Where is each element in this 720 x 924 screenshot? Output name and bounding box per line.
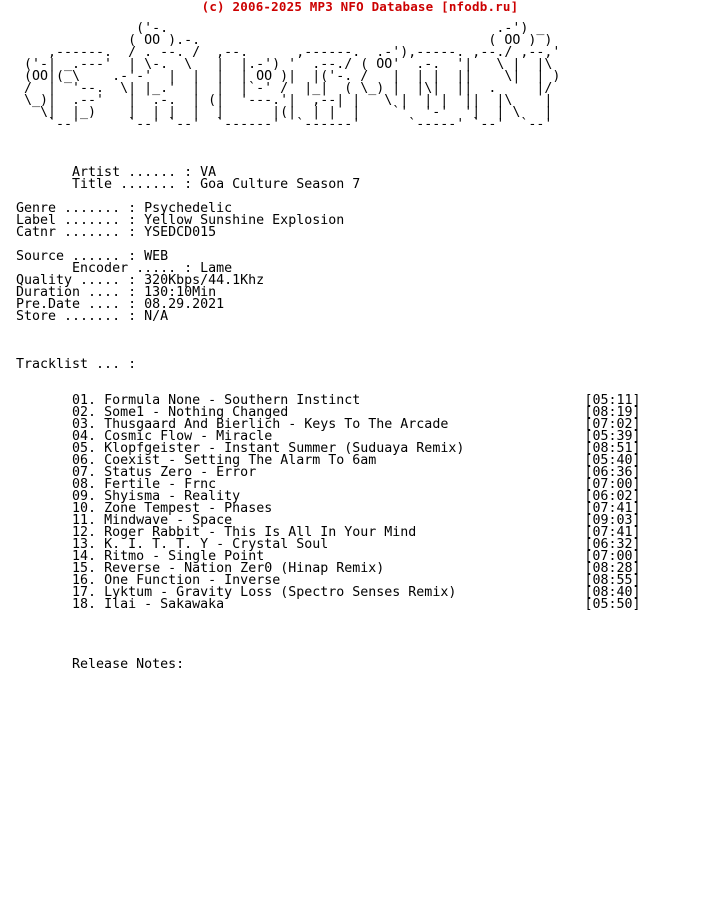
track-title: Status Zero - Error bbox=[104, 465, 257, 480]
genre-label: Genre ....... : bbox=[16, 201, 145, 216]
logo-line: / | '--. \| |_.' | | |`-' / |_| ( \_) | |\| || . |/ bbox=[16, 81, 553, 96]
logo-line: (OO|(_\ .-'-' | | | | OO )| |('-. / | | | || \| | ) bbox=[16, 69, 561, 84]
track-title: K. I. T. T. Y - Crystal Soul bbox=[104, 537, 329, 552]
track-duration: [05:50] bbox=[584, 597, 641, 612]
track-title: Cosmic Flow - Miracle bbox=[104, 429, 273, 444]
track-number: 02. bbox=[72, 405, 97, 420]
track-number: 14. bbox=[72, 549, 97, 564]
track-title: One Function - Inverse bbox=[104, 573, 281, 588]
encoder-label: Encoder ..... : bbox=[16, 261, 201, 276]
track-number: 06. bbox=[72, 453, 97, 468]
track-number: 12. bbox=[72, 525, 97, 540]
artist-value: VA bbox=[200, 165, 217, 180]
store-value: N/A bbox=[144, 309, 169, 324]
track-duration: [07:00] bbox=[584, 549, 641, 564]
quality-value: 320Kbps/44.1Khz bbox=[144, 273, 265, 288]
track-number: 13. bbox=[72, 537, 97, 552]
title-label: Title ....... : bbox=[16, 177, 201, 192]
genre-value: Psychedelic bbox=[144, 201, 233, 216]
track-title: Klopfgeister - Instant Summer (Suduaya Remix) bbox=[104, 441, 465, 456]
release-notes-heading: Release Notes: bbox=[16, 657, 185, 672]
label-value: Yellow Sunshine Explosion bbox=[144, 213, 345, 228]
store-row bbox=[16, 311, 360, 323]
artist-label: Artist ...... : bbox=[16, 165, 201, 180]
track-title: Reverse - Nation Zer0 (Hinap Remix) bbox=[104, 561, 385, 576]
track-title: Thusgaard And Bierlich - Keys To The Arcade bbox=[104, 417, 449, 432]
logo-line: `--' `--' `--' `------' `------' `-----' `--' `--' bbox=[16, 117, 553, 132]
track-duration: [05:39] bbox=[584, 429, 641, 444]
duration-label: Duration .... : bbox=[16, 285, 145, 300]
track-number: 03. bbox=[72, 417, 97, 432]
encoder-value: Lame bbox=[200, 261, 233, 276]
track-number: 08. bbox=[72, 477, 97, 492]
track-number: 01. bbox=[72, 393, 97, 408]
title-value: Goa Culture Season 7 bbox=[200, 177, 361, 192]
track-duration: [06:02] bbox=[584, 489, 641, 504]
predate-value: 08.29.2021 bbox=[144, 297, 225, 312]
duration-value: 130:10Min bbox=[144, 285, 217, 300]
track-row bbox=[16, 599, 640, 611]
track-duration: [07:00] bbox=[584, 477, 641, 492]
track-duration: [08:55] bbox=[584, 573, 641, 588]
track-number: 05. bbox=[72, 441, 97, 456]
track-duration: [08:40] bbox=[584, 585, 641, 600]
track-title: Roger Rabbit - This Is All In Your Mind bbox=[104, 525, 417, 540]
track-title: Shyisma - Reality bbox=[104, 489, 241, 504]
track-duration: [05:11] bbox=[584, 393, 641, 408]
track-number: 09. bbox=[72, 489, 97, 504]
source-value: WEB bbox=[144, 249, 169, 264]
track-title: Ilai - Sakawaka bbox=[104, 597, 225, 612]
predate-label: Pre.Date .... : bbox=[16, 297, 145, 312]
track-title: Mindwave - Space bbox=[104, 513, 233, 528]
track-duration: [07:02] bbox=[584, 417, 641, 432]
logo-line: ('-. .-') _ bbox=[16, 21, 545, 36]
logo-line: ('-| _.---' | \-. \ | |.-') ' .--./ ( OO' .-. '| \ | |\ bbox=[16, 57, 553, 72]
tracklist bbox=[16, 395, 640, 611]
track-duration: [09:03] bbox=[584, 513, 641, 528]
catnr-label: Catnr ....... : bbox=[16, 225, 145, 240]
label-label: Label ....... : bbox=[16, 213, 145, 228]
track-number: 07. bbox=[72, 465, 97, 480]
catnr-row bbox=[16, 227, 360, 239]
logo-line: ( OO ).-. ( OO ) ) bbox=[16, 33, 553, 48]
track-number: 16. bbox=[72, 573, 97, 588]
logo-line: \_)| .--' | .-. | (| '---.'| ,--| | \ | | | || |\ | bbox=[16, 93, 553, 108]
ascii-art-logo bbox=[16, 23, 560, 131]
track-title: Fertile - Frnc bbox=[104, 477, 217, 492]
track-title: Ritmo - Single Point bbox=[104, 549, 265, 564]
track-duration: [05:40] bbox=[584, 453, 641, 468]
logo-line: \| |_) | | | | | |(| | | | `' '-' '| | \ | bbox=[16, 105, 553, 120]
track-title: Coexist - Setting The Alarm To 6am bbox=[104, 453, 377, 468]
track-number: 11. bbox=[72, 513, 97, 528]
track-duration: [07:41] bbox=[584, 525, 641, 540]
track-duration: [08:19] bbox=[584, 405, 641, 420]
catnr-value: YSEDCD015 bbox=[144, 225, 217, 240]
track-title: Zone Tempest - Phases bbox=[104, 501, 273, 516]
release-info bbox=[16, 167, 360, 323]
source-label: Source ...... : bbox=[16, 249, 145, 264]
track-duration: [08:28] bbox=[584, 561, 641, 576]
track-title: Lyktum - Gravity Loss (Spectro Senses Remix) bbox=[104, 585, 457, 600]
track-number: 10. bbox=[72, 501, 97, 516]
quality-label: Quality ..... : bbox=[16, 273, 145, 288]
tracklist-heading: Tracklist ... : bbox=[16, 357, 137, 372]
logo-line: ,------. / . --. / ,--. ,------. .-'),-----. ,--./ ,--,' bbox=[16, 45, 561, 60]
track-duration: [06:36] bbox=[584, 465, 641, 480]
title-row bbox=[16, 179, 360, 191]
track-number: 17. bbox=[72, 585, 97, 600]
store-label: Store ....... : bbox=[16, 309, 145, 324]
track-title: Some1 - Nothing Changed bbox=[104, 405, 289, 420]
track-duration: [06:32] bbox=[584, 537, 641, 552]
site-credit: (c) 2006-2025 MP3 NFO Database [nfodb.ru] bbox=[201, 0, 519, 14]
track-duration: [07:41] bbox=[584, 501, 641, 516]
track-number: 15. bbox=[72, 561, 97, 576]
track-title: Formula None - Southern Instinct bbox=[104, 393, 361, 408]
track-duration: [08:51] bbox=[584, 441, 641, 456]
track-number: 18. bbox=[72, 597, 97, 612]
track-number: 04. bbox=[72, 429, 97, 444]
